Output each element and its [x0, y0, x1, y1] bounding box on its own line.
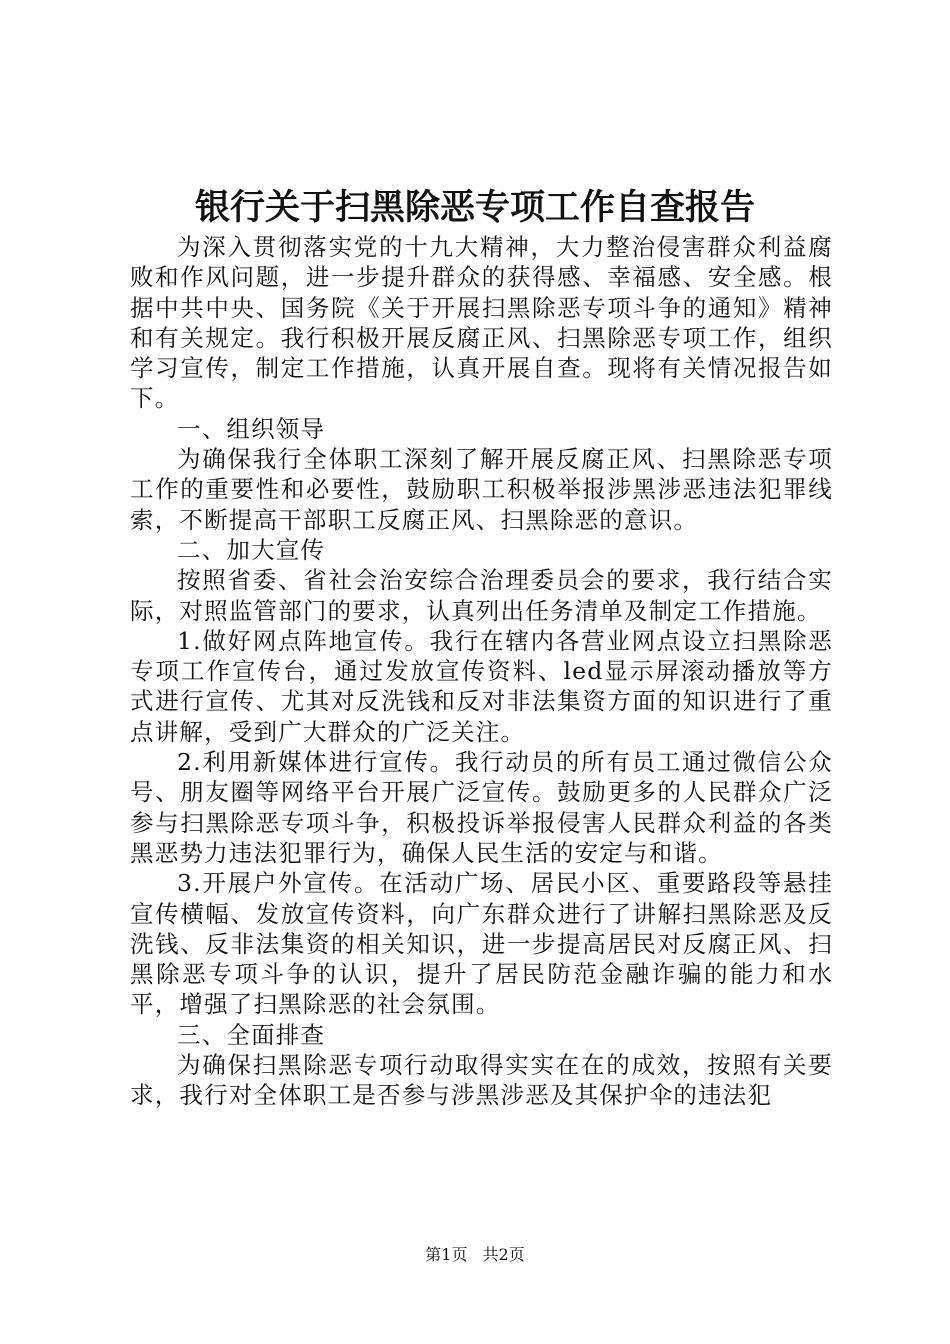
paragraph-publicity-item-2: 2.利用新媒体进行宣传。我行动员的所有员工通过微信公众号、朋友圈等网络平台开展广泛宣传。鼓励更多的人民群众广泛参与扫黑除恶专项斗争，积极投诉举报侵害人民群众利益的各类黑恶势力违法犯罪行为，确保人民生活的安定与和谐。	[130, 748, 833, 867]
section-heading-inspection: 三、全面排查	[177, 1020, 326, 1049]
section-heading-organization: 一、组织领导	[177, 414, 326, 443]
paragraph-inspection: 为确保扫黑除恶专项行动取得实实在在的成效，按照有关要求，我行对全体职工是否参与涉黑涉恶及其保护伞的违法犯	[130, 1051, 833, 1110]
paragraph-publicity-item-3: 3.开展户外宣传。在活动广场、居民小区、重要路段等悬挂宣传横幅、发放宣传资料，向广东群众进行了讲解扫黑除恶及反洗钱、反非法集资的相关知识，进一步提高居民对反腐正风、扫黑除恶专项斗争的认识，提升了居民防范金融诈骗的能力和水平，增强了扫黑除恶的社会氛围。	[130, 869, 833, 1019]
page-number: 第1页	[425, 1245, 468, 1264]
section-heading-publicity: 二、加大宣传	[177, 535, 326, 564]
paragraph-publicity: 按照省委、省社会治安综合治理委员会的要求，我行结合实际，对照监管部门的要求，认真列出任务清单及制定工作措施。	[130, 566, 833, 625]
page-total: 共2页	[482, 1245, 525, 1264]
paragraph-organization: 为确保我行全体职工深刻了解开展反腐正风、扫黑除恶专项工作的重要性和必要性，鼓励职工积极举报涉黑涉恶违法犯罪线索，不断提高干部职工反腐正风、扫黑除恶的意识。	[130, 445, 833, 534]
paragraph-publicity-item-1: 1.做好网点阵地宣传。我行在辖内各营业网点设立扫黑除恶专项工作宣传台，通过发放宣传资料、led显示屏滚动播放等方式进行宣传、尤其对反洗钱和反对非法集资方面的知识进行了重点讲解，受到广大群众的广泛关注。	[130, 626, 833, 746]
document-title: 银行关于扫黑除恶专项工作自查报告	[194, 187, 755, 228]
page-footer	[0, 1245, 950, 1265]
document-body	[130, 232, 833, 1111]
paragraph-intro: 为深入贯彻落实党的十九大精神，大力整治侵害群众利益腐败和作风问题，进一步提升群众的获得感、幸福感、安全感。根据中共中央、国务院《关于开展扫黑除恶专项斗争的通知》精神和有关规定。我行积极开展反腐正风、扫黑除恶专项工作，组织学习宣传，制定工作措施，认真开展自查。现将有关情况报告如下。	[130, 233, 833, 413]
